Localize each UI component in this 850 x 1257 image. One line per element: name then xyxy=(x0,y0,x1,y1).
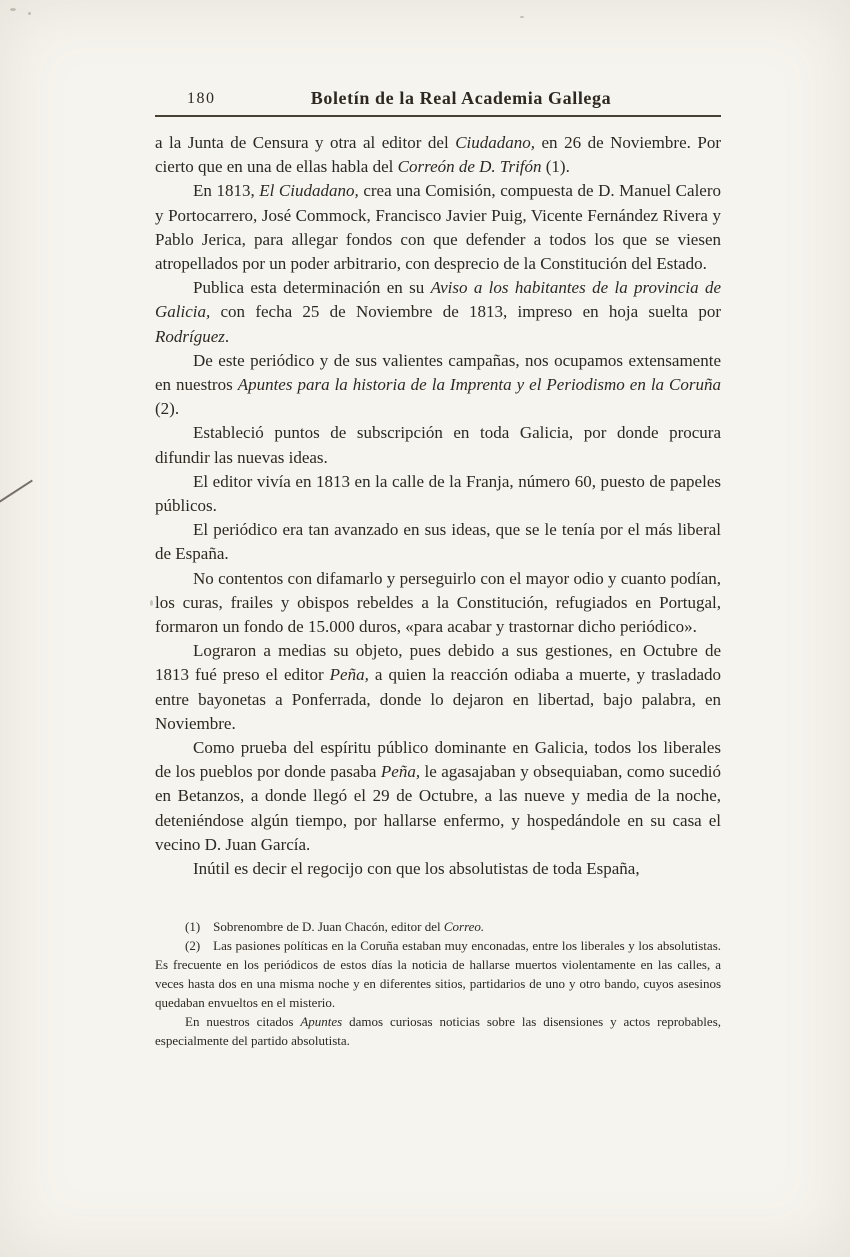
scan-speck xyxy=(28,12,31,15)
text: con fecha 25 de Noviembre de 1813, impreso en hoja suelta por xyxy=(210,302,721,322)
text: Publica esta determinación en su xyxy=(193,278,431,298)
scan-speck xyxy=(150,600,153,606)
text: (2). xyxy=(155,399,180,419)
paragraph xyxy=(155,736,721,857)
text: a la Junta de Censura y otra al editor del xyxy=(155,133,456,152)
text: (1). xyxy=(541,157,570,177)
body-text xyxy=(155,131,721,881)
text: (1) Sobrenombre de D. Juan Chacón, editor del xyxy=(185,919,444,935)
footnote-paragraph xyxy=(155,936,721,1012)
paragraph xyxy=(155,276,721,349)
paragraph xyxy=(155,567,721,640)
italic-text: El Ciudadano, xyxy=(259,181,359,201)
italic-text: Aviso a los habitantes de la provincia de Galicia, xyxy=(155,278,721,322)
page-content xyxy=(155,88,721,1050)
footnote-paragraph xyxy=(155,917,721,936)
text: crea una Comisión, compuesta de D. Manuel Calero y Portocarrero, José Commock, Francisco Javier Puig, Vicente Fernández Rivera y Pablo Jerica, para allegar fondos con que defender a todos los que se viesen atropellados por un poder arbitrario, con desprecio de la Constitución del Estado. xyxy=(155,181,721,274)
text: El editor vivía en 1813 en la calle de la Franja, número 60, puesto de papeles públicos. xyxy=(155,471,721,516)
text: . xyxy=(224,326,230,346)
text: (2) Las pasiones políticas en la Coruña estaban muy enconadas, entre los liberales y los absolutistas. Es frecuente en los periódicos de estos días la noticia de hallarse muertos violentamente en las calles, a veces hasta dos en una misma noche y en diferentes sitios, partidarios de uno y otro bando, cuyos asesinos quedaban envueltos en el misterio. xyxy=(155,938,721,1011)
italic-text: Apuntes xyxy=(300,1014,343,1030)
stray-pen-mark xyxy=(0,480,33,507)
text: a quien la reacción odiaba a muerte, y trasladado entre bayonetas a Ponferrada, donde lo dejaron en libertad, bajo palabra, en Noviembre. xyxy=(155,665,721,733)
footnotes xyxy=(155,917,721,1050)
paragraph xyxy=(155,131,721,179)
page-header xyxy=(155,88,721,117)
italic-text: Peña, xyxy=(380,762,421,782)
paragraph xyxy=(155,179,721,276)
scan-speck xyxy=(10,8,16,11)
text: Como prueba del espíritu público dominante en Galicia, todos los liberales de los pueblos por donde pasaba xyxy=(155,738,721,782)
text: De este periódico y de sus valientes campañas, nos ocupamos extensamente en nuestros xyxy=(155,350,721,395)
text: Inútil es decir el regocijo con que los absolutistas de toda España, xyxy=(193,859,640,879)
italic-text: Correo. xyxy=(443,919,485,935)
text: En nuestros citados xyxy=(185,1014,301,1030)
paragraph xyxy=(155,639,721,736)
paragraph xyxy=(155,349,721,422)
scan-speck xyxy=(520,16,524,18)
text: en 26 de Noviembre. Por cierto que en una de ellas habla del xyxy=(155,133,721,177)
page-number: 180 xyxy=(187,90,216,107)
journal-title: Boletín de la Real Academia Gallega xyxy=(310,88,612,108)
italic-text: Correón de D. Trifón xyxy=(397,157,542,177)
text: Estableció puntos de subscripción en toda Galicia, por donde procura difundir las nuevas ideas. xyxy=(155,423,721,467)
paragraph xyxy=(155,857,721,881)
italic-text: Peña, xyxy=(329,665,369,685)
text: le agasajaban y obsequiaban, como sucedió en Betanzos, a donde llegó el 29 de Octubre, a las nueve y media de la noche, deteniéndose algún tiempo, por hallarse enfermo, y hospedándole en su casa el vecino D. Juan García. xyxy=(155,762,721,854)
text: En 1813, xyxy=(193,181,260,201)
paragraph xyxy=(155,518,721,566)
paragraph xyxy=(155,421,721,469)
text: No contentos con difamarlo y perseguirlo con el mayor odio y cuanto podían, los curas, frailes y obispos rebeldes a la Constitución, refugiados en Portugal, formaron un fondo de 15.000 duros, «para acabar y trastornar dicho periódico». xyxy=(155,568,721,637)
text: Lograron a medias su objeto, pues debido a sus gestiones, en Octubre de 1813 fué preso el editor xyxy=(155,641,721,685)
paragraph xyxy=(155,470,721,518)
italic-text: Rodríguez xyxy=(155,326,225,346)
italic-text: Ciudadano, xyxy=(455,133,535,152)
text: damos curiosas noticias sobre las disensiones y actos reprobables, especialmente del partido absolutista. xyxy=(155,1014,722,1049)
footnote-paragraph xyxy=(155,1012,721,1050)
text: El periódico era tan avanzado en sus ideas, que se le tenía por el más liberal de España. xyxy=(155,520,721,564)
italic-text: Apuntes para la historia de la Imprenta y el Periodismo en la Coruña xyxy=(237,375,721,395)
